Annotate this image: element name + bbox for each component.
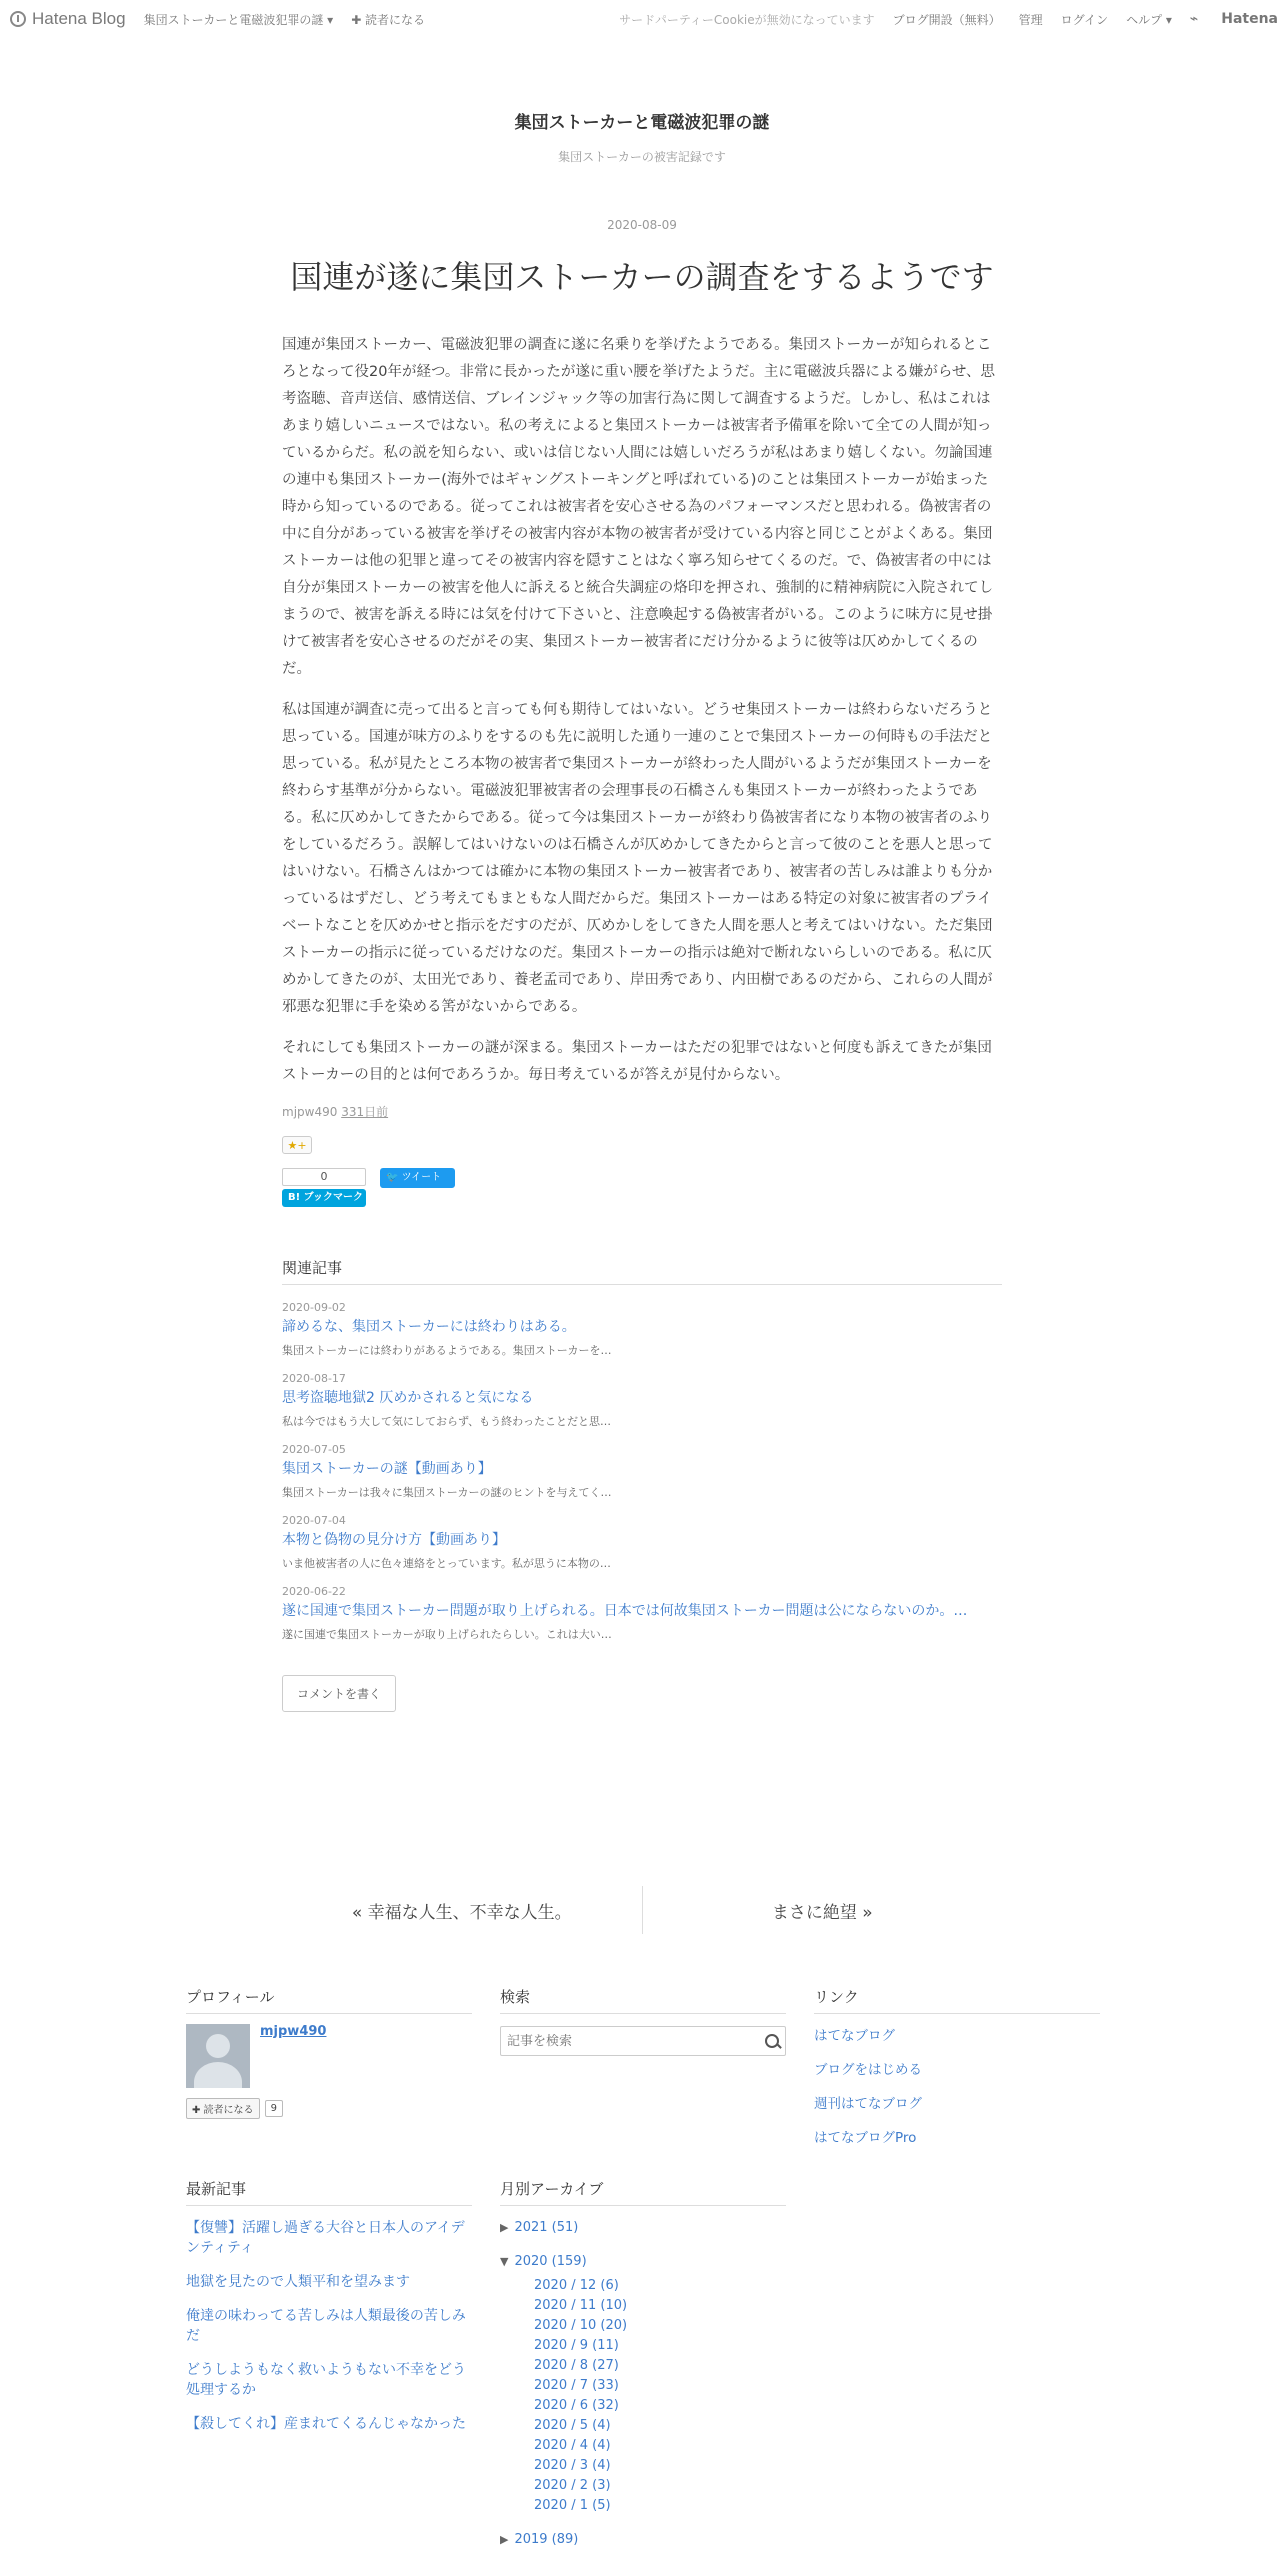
archive-month-link[interactable]: 2020 / 6 (32) xyxy=(534,2398,619,2413)
archive-month-link[interactable]: 2020 / 5 (4) xyxy=(534,2418,611,2433)
related-entries xyxy=(282,1257,1002,1712)
archive-month-link[interactable]: 2020 / 3 (4) xyxy=(534,2458,611,2473)
archive-month-link[interactable]: 2020 / 4 (4) xyxy=(534,2438,611,2453)
tweet-button[interactable]: 🐦 ツイート xyxy=(380,1168,455,1188)
archive-heading: 月別アーカイブ xyxy=(500,2178,786,2206)
related-title[interactable]: 遂に国連で集団ストーカー問題が取り上げられる。日本では何故集団ストーカー問題は公にならないのか。… xyxy=(282,1603,968,1620)
link-item[interactable]: はてなブログPro xyxy=(814,2130,917,2146)
profile-module xyxy=(186,1986,472,2119)
links-module xyxy=(814,1986,1100,2162)
add-star-button[interactable]: ★+ xyxy=(282,1136,312,1154)
hatena-label: Hatena xyxy=(1221,11,1278,27)
related-snippet: 遂に国連で集団ストーカーが取り上げられたらしい。これは大い… xyxy=(282,1628,612,1642)
related-date: 2020-08-17 xyxy=(282,1372,346,1386)
related-date: 2020-06-22 xyxy=(282,1585,346,1599)
hatena-blog-logo[interactable] xyxy=(10,9,126,29)
prev-entry-link[interactable]: « 幸福な人生、不幸な人生。 xyxy=(351,1902,572,1923)
entry-title[interactable]: 国連が遂に集団ストーカーの調査をするようです xyxy=(290,258,994,296)
bookmark-button[interactable]: B! ブックマーク xyxy=(282,1189,366,1207)
search-icon[interactable] xyxy=(759,2027,785,2055)
recent-entry-link[interactable]: どうしようもなく救いようもない不幸をどう処理するか xyxy=(186,2362,466,2398)
recent-entry-link[interactable]: 地獄を見たので人類平和を望みます xyxy=(186,2274,410,2290)
related-date: 2020-07-05 xyxy=(282,1443,346,1457)
archive-module xyxy=(500,2178,786,2564)
hatena-bookmark-widget xyxy=(282,1168,366,1207)
related-heading: 関連記事 xyxy=(282,1257,1002,1285)
link-item[interactable]: ブログをはじめる xyxy=(814,2062,922,2078)
archive-year-label[interactable]: 2021 (51) xyxy=(514,2220,579,2235)
entry-pager xyxy=(282,1886,1002,1934)
expand-triangle-icon[interactable]: ▶ xyxy=(500,2221,509,2234)
search-heading: 検索 xyxy=(500,1986,786,2014)
author-link[interactable]: mjpw490 xyxy=(282,1105,338,1120)
profile-name[interactable]: mjpw490 xyxy=(260,2024,327,2039)
search-input[interactable] xyxy=(501,2034,759,2049)
related-item[interactable] xyxy=(282,1443,1002,1514)
archive-month-link[interactable]: 2020 / 2 (3) xyxy=(534,2478,611,2493)
subscriber-count[interactable]: 9 xyxy=(265,2100,283,2117)
share-buttons xyxy=(282,1168,1002,1207)
paragraph: それにしても集団ストーカーの謎が深まる。集団ストーカーはただの犯罪ではないと何度も訴えてきたが集団ストーカーの目的とは何であろうか。毎日考えているが答えが見付からない。 xyxy=(282,1040,992,1084)
archive-month-link[interactable]: 2020 / 9 (11) xyxy=(534,2338,619,2353)
related-item[interactable] xyxy=(282,1585,1002,1671)
archive-year-2021[interactable] xyxy=(500,2218,786,2252)
subscribe-link[interactable]: ✚ 読者になる xyxy=(351,12,426,27)
write-comment-button[interactable]: コメントを書く xyxy=(282,1675,396,1712)
blog-menu[interactable]: 集団ストーカーと電磁波犯罪の謎 ▾ xyxy=(143,12,334,27)
next-entry-link[interactable]: まさに絶望 » xyxy=(771,1902,873,1923)
related-date: 2020-09-02 xyxy=(282,1301,346,1315)
related-snippet: 集団ストーカーは我々に集団ストーカーの謎のヒントを与えてく… xyxy=(282,1486,612,1500)
login-link[interactable]: ログイン xyxy=(1060,12,1109,27)
related-item[interactable] xyxy=(282,1301,1002,1372)
archive-year-label[interactable]: 2019 (89) xyxy=(514,2532,579,2547)
logo-text: Hatena Blog xyxy=(32,9,126,28)
help-menu[interactable]: ヘルプ ▾ xyxy=(1126,12,1172,27)
related-snippet: 私は今ではもう大して気にしておらず、もう終わったことだと思… xyxy=(282,1415,612,1429)
related-item[interactable] xyxy=(282,1514,1002,1585)
related-snippet: 集団ストーカーには終わりがあるようである。集団ストーカーを… xyxy=(282,1344,612,1358)
related-date: 2020-07-04 xyxy=(282,1514,346,1528)
tweet-label: ツイート xyxy=(401,1172,442,1184)
related-title[interactable]: 集団ストーカーの謎【動画あり】 xyxy=(282,1461,492,1478)
recent-entry-link[interactable]: 俺達の味わってる苦しみは人類最後の苦しみだ xyxy=(186,2308,466,2344)
related-title[interactable]: 本物と偽物の見分け方【動画あり】 xyxy=(282,1532,506,1549)
recent-entry-link[interactable]: 【殺してくれ】産まれてくるんじゃなかった xyxy=(186,2416,466,2432)
blog-description: 集団ストーカーの被害記録です xyxy=(558,150,726,164)
blog-title[interactable]: 集団ストーカーと電磁波犯罪の謎 xyxy=(514,113,770,133)
expand-triangle-icon[interactable]: ▶ xyxy=(500,2533,509,2546)
paragraph: 国連が集団ストーカー、電磁波犯罪の調査に遂に名乗りを挙げたようである。集団ストーカーが知られるところとなって役20年が経つ。非常に長かったが遂に重い腰を挙げたようだ。主に電磁波兵器による嫌がらせ、思考盗聴、音声送信、感情送信、ブレインジャック等の加害行為に関して調査するようだ。しかし、私はこれはあまり嬉しいニュースではない。私の考えによると集団ストーカーは被害者予備軍を除いて全ての人間が知っているからだ。私の説を知らない、或いは信じない人間には嬉しいだろうが私はあまり嬉しくない。勿論国連の連中も集団ストーカー(海外ではギャングストーキングと呼ばれている)のことは集団ストーカーが始まった時から知っているのである。従ってこれは被害者を安心させる為のパフォーマンスだと思われる。偽被害者の中に自分があっている被害を挙げその被害内容が本物の被害者が受けている内容と同じことがよくある。集団ストーカーは他の犯罪と違ってその被害内容を隠すことはなく寧ろ知らせてくるのだ。で、偽被害者の中には自分が集団ストーカーの被害を他人に訴えると統合失調症の烙印を押され、強制的に精神病院に入院されてしまうので、被害を訴える時には気を付けて下さいと、注意喚起する偽被害者がいる。このように味方に見せ掛けて被害者を安心させるのだがその実、集団ストーカー被害者にだけ分かるように彼等は仄めかしてくるのだ。 xyxy=(282,337,995,678)
search-module xyxy=(500,1986,786,2056)
archive-month-link[interactable]: 2020 / 8 (27) xyxy=(534,2358,619,2373)
paragraph: 私は国連が調査に売って出ると言っても何も期待してはいない。どうせ集団ストーカーは終わらないだろうと思っている。国連が味方のふりをするのも先に説明した通り一連のことで集団ストーカーの何時もの手法だと思っている。私が見たところ本物の被害者で集団ストーカーが終わった人間がいるようだが集団ストーカーを終わらす基準が分からない。電磁波犯罪被害者の会理事長の石橋さんも集団ストーカーが終わったようである。私に仄めかしてきたからである。従って今は集団ストーカーが終わり偽被害者になり本物の被害者のふりをしているだろう。誤解してはいけないのは石橋さんが仄めかしてきたからと言って彼のことを悪人と思ってはいけない。石橋さんはかつては確かに本物の集団ストーカー被害者であり、被害者の苦しみは誰よりも分かっているはずだし、どう考えてもまともな人間だからだ。集団ストーカーはある特定の対象に被害者のプライベートなことを仄めかせと指示をだすのだが、仄めかしをしてきた人間を悪人と考えてはいけない。ただ集団ストーカーの指示に従っているだけなのだ。集団ストーカーの指示は絶対で断れないらしいのである。私に仄めかしてきたのが、太田光であり、養老孟司であり、岸田秀であり、内田樹であるのだから、これらの人間が邪悪な犯罪に手を染める筈がないからである。 xyxy=(282,702,993,1016)
archive-month-link[interactable]: 2020 / 10 (20) xyxy=(534,2318,628,2333)
archive-year-label[interactable]: 2020 (159) xyxy=(514,2254,587,2269)
hatena-link[interactable]: ⌁ Hatena xyxy=(1189,11,1278,27)
bookmark-count[interactable]: 0 xyxy=(282,1168,366,1186)
recent-entries-module xyxy=(186,2178,472,2448)
related-title[interactable]: 思考盗聴地獄2 仄めかされると気になる xyxy=(282,1390,534,1407)
link-item[interactable]: 週刊はてなブログ xyxy=(814,2096,922,2112)
related-snippet: いま他被害者の人に色々連絡をとっています。私が思うに本物の… xyxy=(282,1557,611,1571)
admin-link[interactable]: 管理 xyxy=(1018,12,1043,27)
global-header xyxy=(0,0,1284,38)
recent-entry-link[interactable]: 【復讐】活躍し過ぎる大谷と日本人のアイデンティティ xyxy=(186,2220,465,2256)
entry-date[interactable]: 2020-08-09 xyxy=(607,218,677,232)
archive-year-2019[interactable] xyxy=(500,2530,786,2564)
entry-content xyxy=(282,332,1002,1089)
recent-heading: 最新記事 xyxy=(186,2178,472,2206)
archive-month-link[interactable]: 2020 / 1 (5) xyxy=(534,2498,611,2513)
collapse-triangle-icon[interactable]: ▼ xyxy=(500,2255,509,2268)
open-blog-link[interactable]: ブログ開設（無料） xyxy=(892,12,1001,27)
link-item[interactable]: はてなブログ xyxy=(814,2028,895,2044)
archive-month-link[interactable]: 2020 / 12 (6) xyxy=(534,2278,619,2293)
links-heading: リンク xyxy=(814,1986,1100,2014)
article xyxy=(282,218,1002,1712)
avatar[interactable] xyxy=(186,2024,250,2088)
related-item[interactable] xyxy=(282,1372,1002,1443)
cookie-notice[interactable]: サードパーティーCookieが無効になっています xyxy=(619,12,875,27)
subscribe-button[interactable]: ✚ 読者になる xyxy=(186,2098,260,2119)
entry-time-ago[interactable]: 331日前 xyxy=(341,1105,389,1120)
archive-month-link[interactable]: 2020 / 11 (10) xyxy=(534,2298,628,2313)
archive-month-list xyxy=(534,2276,786,2516)
hatena-logo-icon xyxy=(10,11,26,27)
archive-month-link[interactable]: 2020 / 7 (33) xyxy=(534,2378,619,2393)
profile-heading: プロフィール xyxy=(186,1986,472,2014)
search-form xyxy=(500,2026,786,2056)
entry-footer xyxy=(282,1103,1002,1120)
related-title[interactable]: 諦めるな、集団ストーカーには終わりはある。 xyxy=(282,1319,576,1336)
